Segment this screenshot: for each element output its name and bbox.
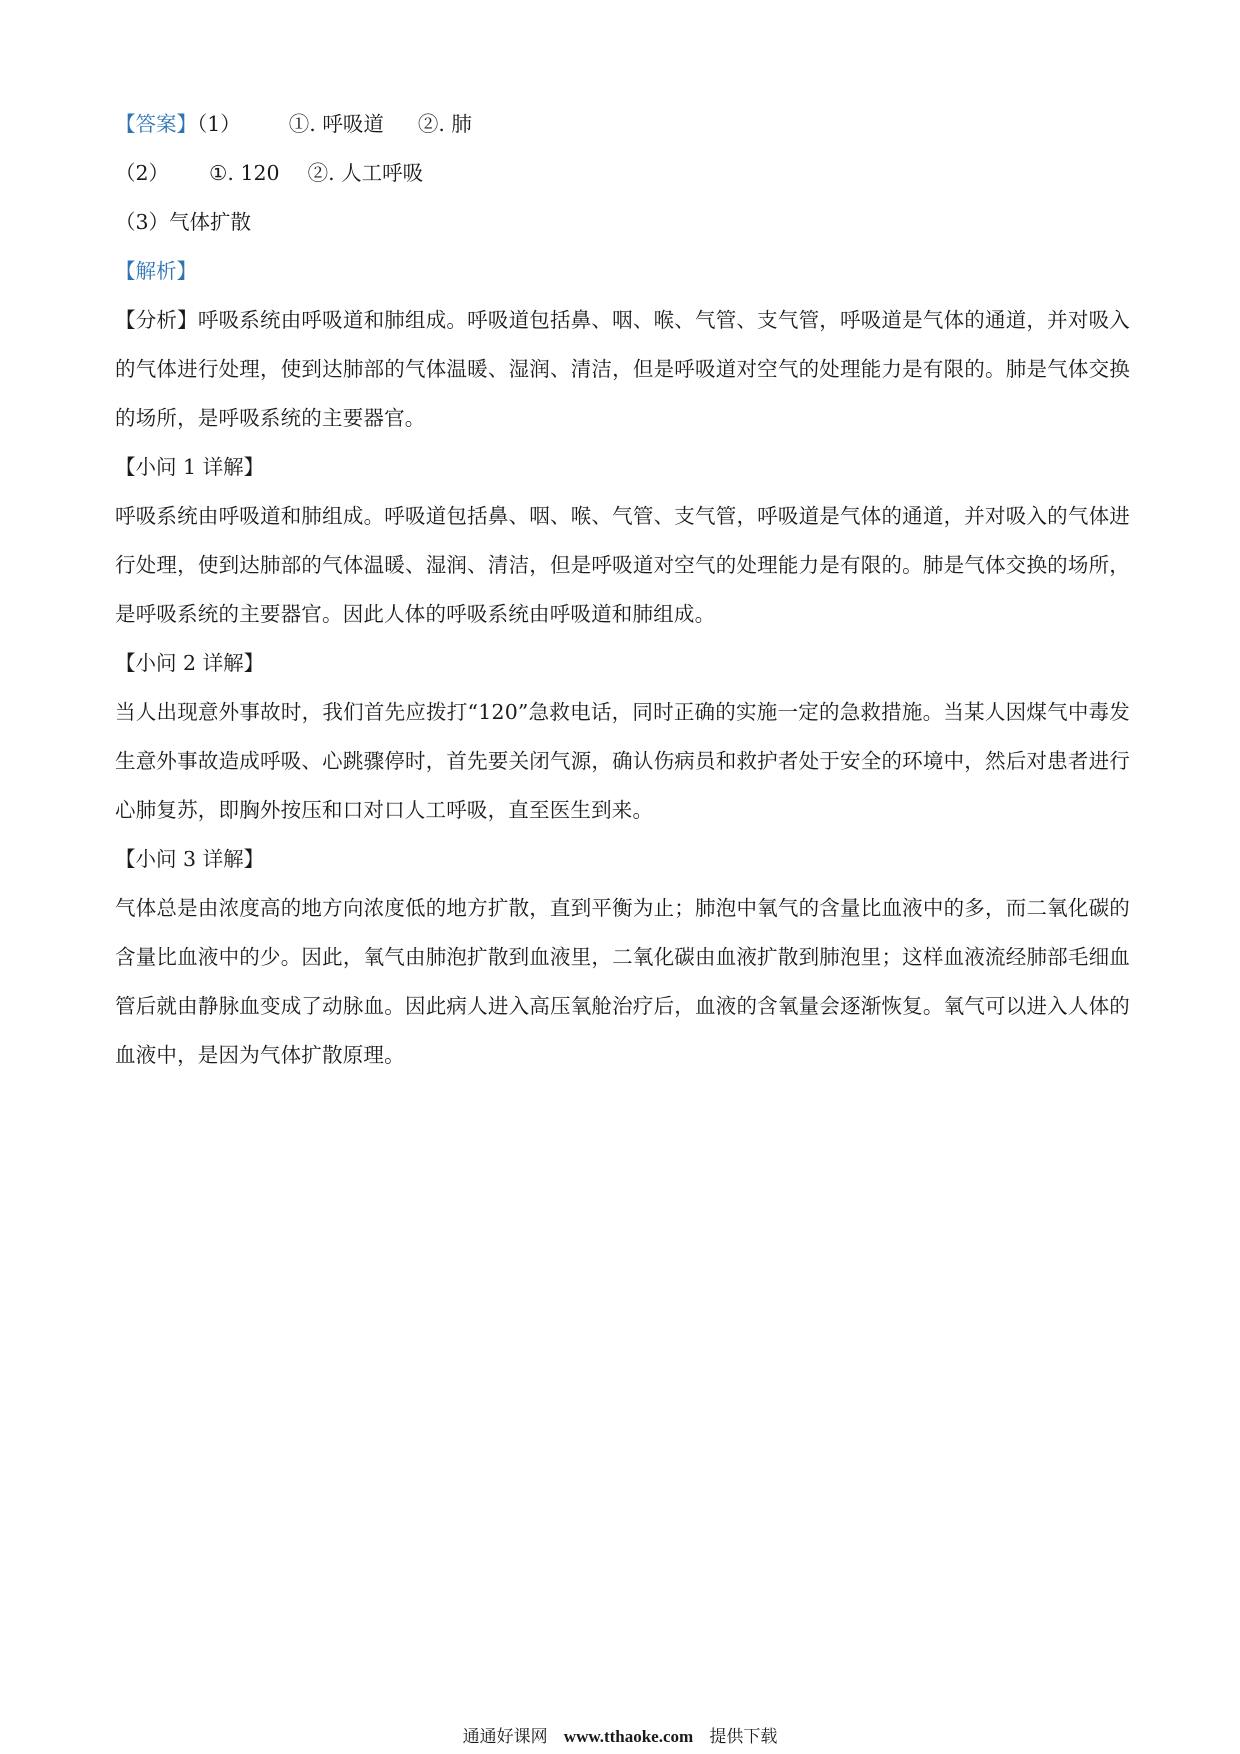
section-2-text: 当人出现意外事故时，我们首先应拨打“120”急救电话，同时正确的实施一定的急救措施。当某人因煤气中毒发生意外事故造成呼吸、心跳骤停时，首先要关闭气源，确认伤病员和救护者处于安全的环境中，然后对患者进行心肺复苏，即胸外按压和口对口人工呼吸，直至医生到来。 (115, 700, 1130, 822)
answer-label: 【答案】 (115, 112, 197, 136)
analysis-intro (115, 296, 1130, 443)
page-footer (0, 1722, 1240, 1747)
answer-line-3: （3）气体扩散 (115, 210, 252, 234)
answer-line-1 (115, 100, 1130, 149)
analysis-label: 【解析】 (115, 259, 197, 283)
section-1-text: 呼吸系统由呼吸道和肺组成。呼吸道包括鼻、咽、喉、气管、支气管，呼吸道是气体的通道，并对吸入的气体进行处理，使到达肺部的气体温暖、湿润、清洁，但是呼吸道对空气的处理能力是有限的。肺是气体交换的场所，是呼吸系统的主要器官。因此人体的呼吸系统由呼吸道和肺组成。 (115, 504, 1130, 626)
answer-q1-part-a: ①. 呼吸道 (288, 112, 384, 136)
answer-line-2 (115, 149, 1130, 198)
footer-suffix: 提供下载 (709, 1727, 778, 1747)
section-1-heading: 【小问 1 详解】 (115, 455, 265, 479)
answer-q1-part-b: ②. 肺 (417, 112, 472, 136)
answer-q1-number: （1） (197, 112, 241, 136)
footer-url-link[interactable]: www.tthaoke.com (563, 1727, 694, 1746)
analysis-intro-heading: 【分析】 (115, 308, 198, 332)
answer-q2-part-b: ②. 人工呼吸 (307, 161, 424, 185)
section-2-heading: 【小问 2 详解】 (115, 651, 265, 675)
answer-q2-number: （2） (115, 161, 170, 185)
document-body (115, 100, 1130, 1080)
section-3-heading: 【小问 3 详解】 (115, 847, 265, 871)
footer-site-name: 通通好课网 (462, 1727, 548, 1747)
section-3-text: 气体总是由浓度高的地方向浓度低的地方扩散，直到平衡为止；肺泡中氧气的含量比血液中的多，而二氧化碳的含量比血液中的少。因此，氧气由肺泡扩散到血液里，二氧化碳由血液扩散到肺泡里；这样血液流经肺部毛细血管后就由静脉血变成了动脉血。因此病人进入高压氧舱治疗后，血液的含氧量会逐渐恢复。氧气可以进入人体的血液中，是因为气体扩散原理。 (115, 896, 1130, 1067)
analysis-intro-text: 呼吸系统由呼吸道和肺组成。呼吸道包括鼻、咽、喉、气管、支气管，呼吸道是气体的通道，并对吸入的气体进行处理，使到达肺部的气体温暖、湿润、清洁，但是呼吸道对空气的处理能力是有限的。肺是气体交换的场所，是呼吸系统的主要器官。 (115, 308, 1130, 430)
answer-q2-part-a: ①. 120 (209, 161, 280, 185)
